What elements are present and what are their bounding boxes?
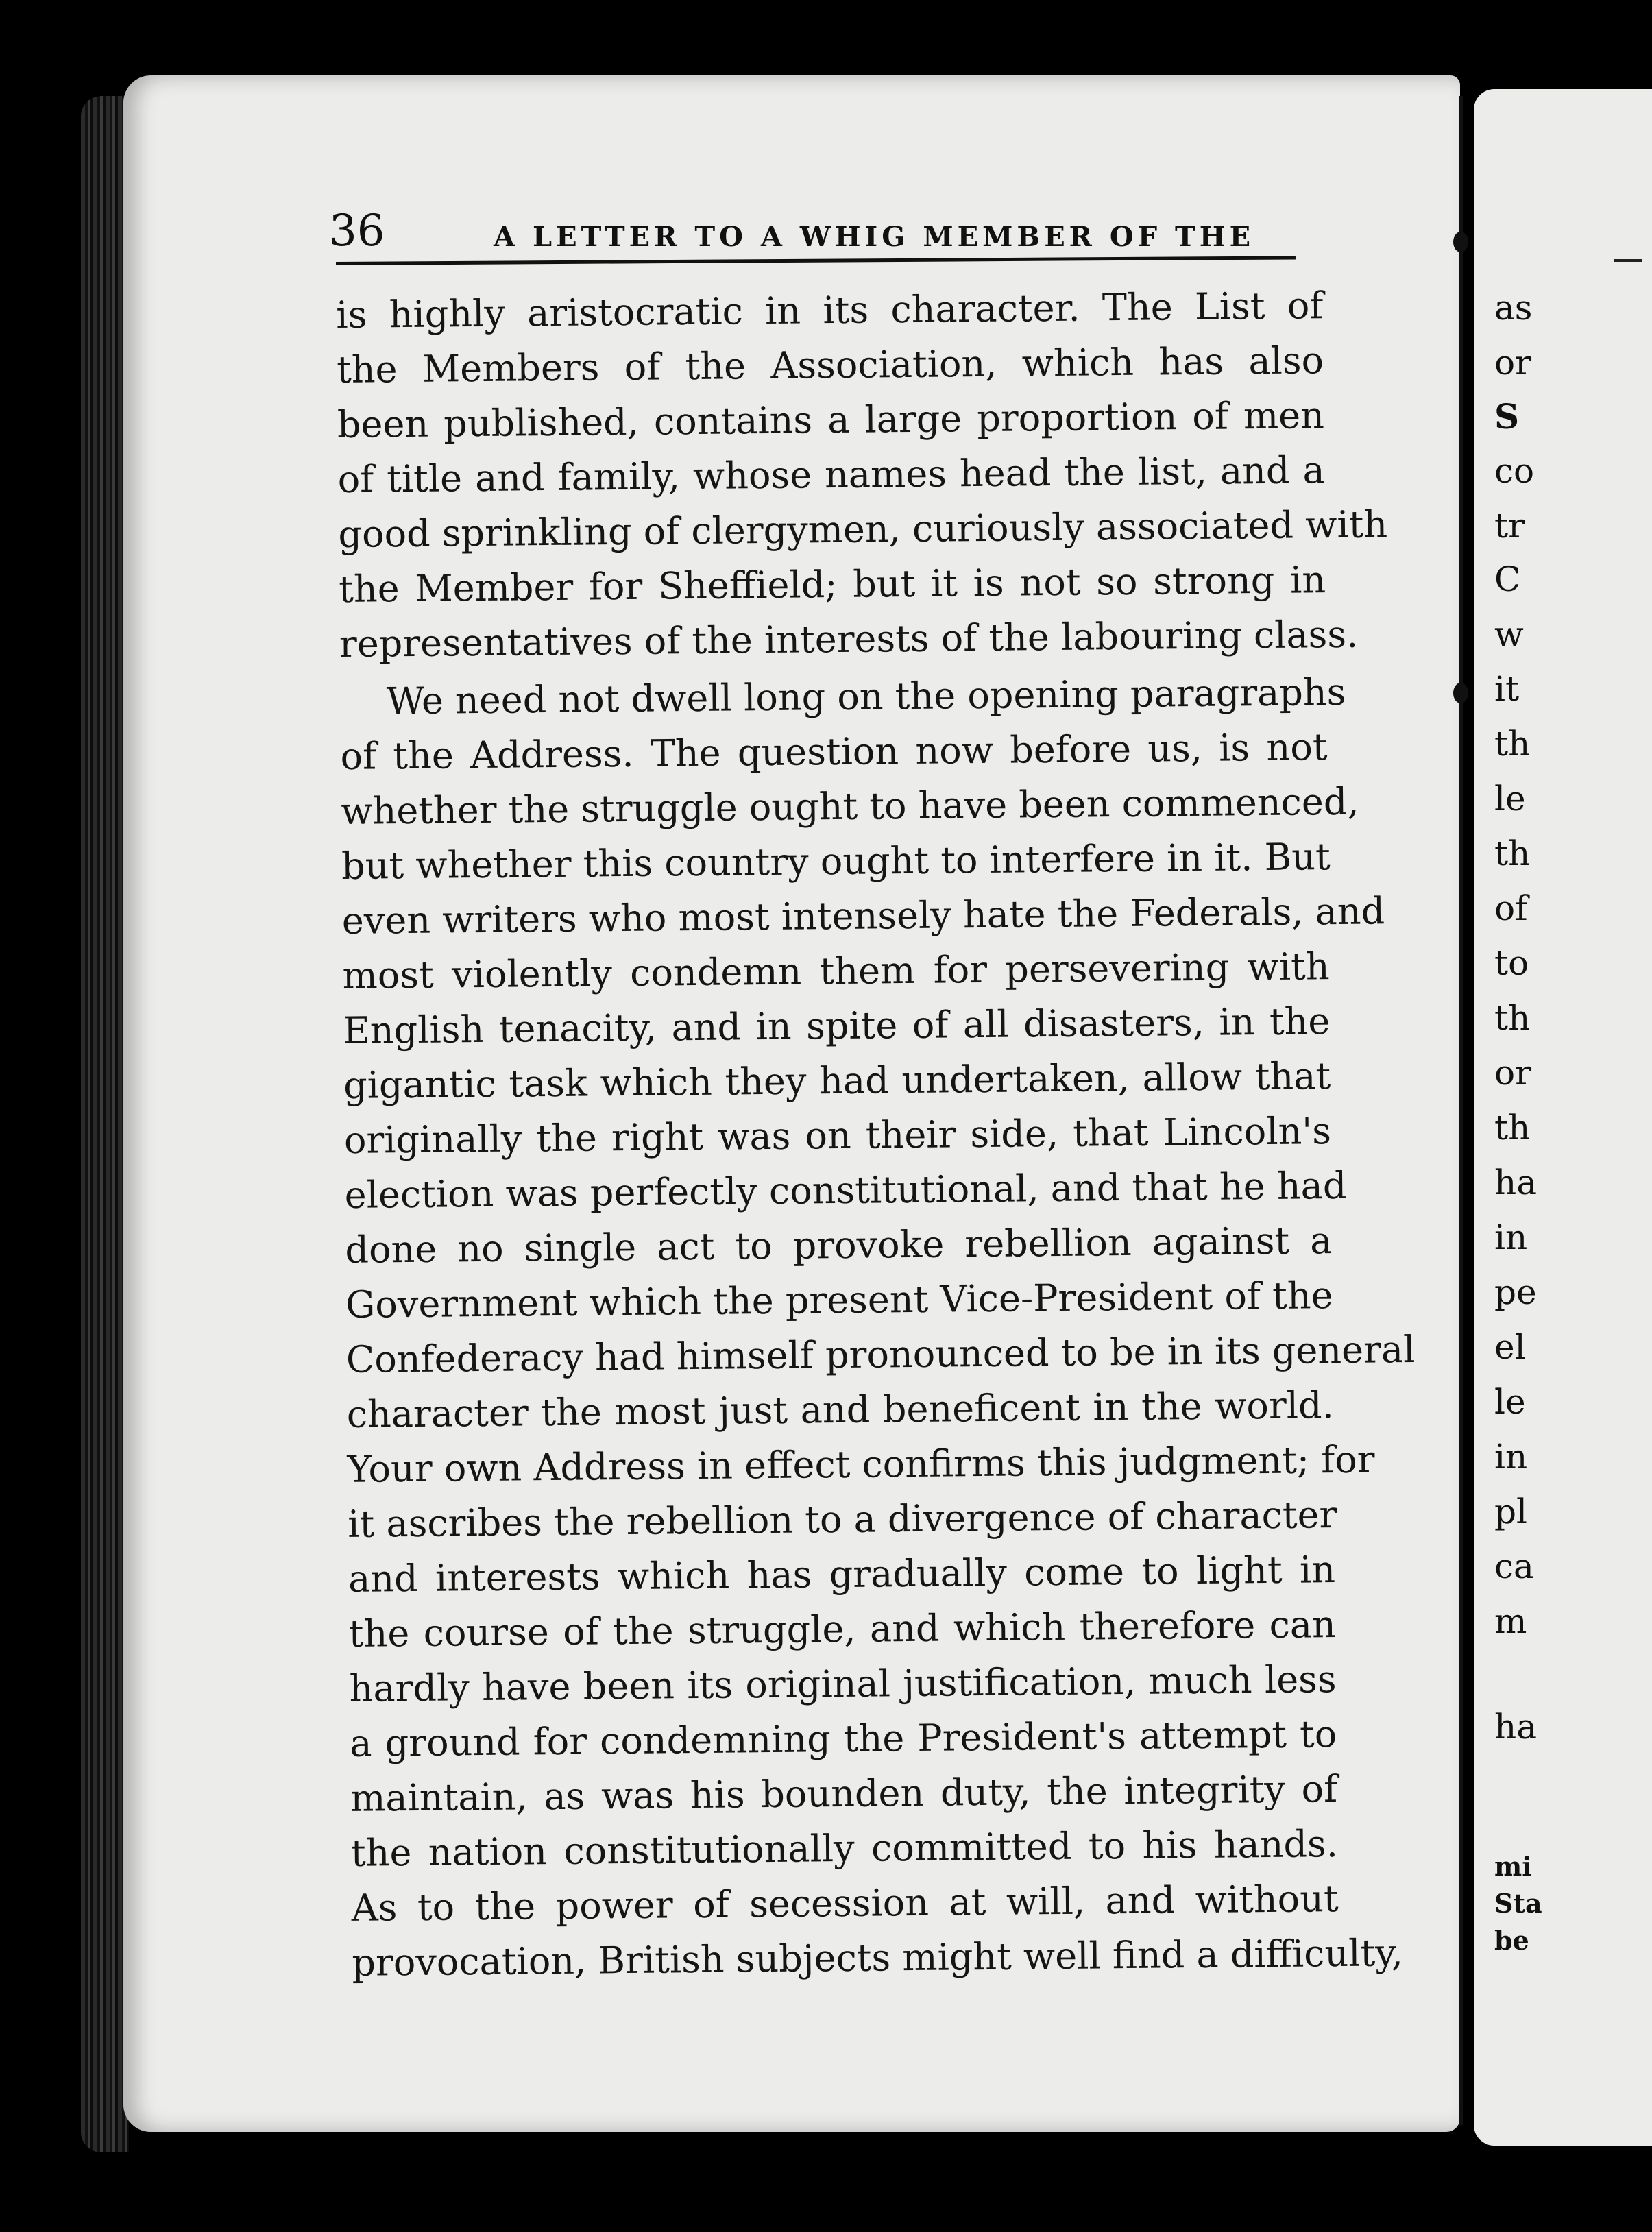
text-line: As to the power of secession at will, and without (351, 1877, 1339, 1930)
facing-footnote-fragment: mi (1494, 1851, 1532, 1882)
text-line: even writers who most intensely hate the Federals, and (341, 889, 1385, 943)
text-line: and interests which has gradually come to light in (348, 1548, 1336, 1601)
facing-text-fragment: as (1494, 288, 1533, 328)
facing-footnote-fragment: be (1494, 1925, 1529, 1956)
book-spine-edges (81, 96, 129, 2152)
facing-text-fragment: el (1494, 1327, 1526, 1367)
text-line: character the most just and beneficent in the world. (346, 1383, 1335, 1436)
text-line: whether the struggle ought to have been commenced, (341, 779, 1359, 833)
facing-footnote-fragment: Sta (1494, 1888, 1542, 1919)
facing-text-fragment: S (1494, 396, 1520, 437)
facing-text-fragment: th (1494, 834, 1531, 873)
text-line: Government which the present Vice-President of the (345, 1274, 1333, 1326)
text-line: election was perfectly constitutional, and that he had (344, 1163, 1347, 1217)
facing-text-fragment: le (1494, 779, 1526, 818)
facing-text-fragment: to (1494, 943, 1529, 983)
facing-text-fragment: of (1494, 888, 1528, 928)
gutter-line (1459, 96, 1463, 2125)
facing-text-fragment: th (1494, 1108, 1531, 1148)
facing-page-rule (1614, 259, 1642, 262)
gutter-mark (1453, 683, 1468, 703)
facing-text-fragment: th (1494, 998, 1531, 1038)
text-line: done no single act to provoke rebellion against a (345, 1219, 1333, 1272)
text-line: provocation, British subjects might well find a difficulty, (352, 1931, 1404, 1985)
facing-text-fragment: C (1494, 559, 1521, 599)
facing-text-fragment: ha (1494, 1163, 1538, 1202)
text-line: but whether this country ought to interfere in it. But (341, 835, 1331, 888)
text-line: the Member for Sheffield; but it is not so strong in (338, 558, 1326, 611)
text-line: good sprinkling of clergymen, curiously associated with (338, 502, 1388, 556)
facing-text-fragment: tr (1494, 506, 1525, 546)
text-line: gigantic task which they had undertaken, allow that (343, 1054, 1331, 1107)
text-line: a ground for condemning the President's attempt to (350, 1712, 1337, 1765)
text-line: Your own Address in effect confirms this judgment; for (347, 1438, 1375, 1491)
text-line: representatives of the interests of the labouring class. (339, 612, 1359, 666)
text-line: it ascribes the rebellion to a divergence of character (348, 1493, 1337, 1546)
text-line: is highly aristocratic in its character. The List of (336, 284, 1324, 337)
facing-text-fragment: le (1494, 1382, 1526, 1422)
text-line: originally the right was on their side, that Lincoln's (343, 1109, 1332, 1162)
facing-text-fragment: it (1494, 669, 1520, 709)
facing-text-fragment: in (1494, 1437, 1528, 1477)
text-line: of the Address. The question now before us, is not (340, 725, 1328, 778)
facing-text-fragment: in (1494, 1217, 1528, 1257)
facing-text-fragment: or (1494, 343, 1532, 383)
facing-text-fragment: ha (1494, 1707, 1538, 1747)
gutter-mark (1453, 232, 1468, 252)
facing-text-fragment: co (1494, 451, 1535, 491)
text-line: the nation constitutionally committed to his hands. (350, 1822, 1339, 1875)
text-line: the Members of the Association, which has also (336, 339, 1324, 391)
text-line: most violently condemn them for persevering with (342, 945, 1330, 997)
facing-text-fragment: pl (1494, 1492, 1527, 1531)
text-line: hardly have been its original justification, much less (349, 1658, 1337, 1710)
text-line: We need not dwell long on the opening paragraphs (386, 670, 1346, 723)
facing-text-fragment: ca (1494, 1546, 1534, 1586)
facing-text-fragment: pe (1494, 1272, 1537, 1312)
facing-text-fragment: th (1494, 724, 1531, 764)
text-line: maintain, as was his bounden duty, the integrity of (350, 1767, 1338, 1820)
running-head: A LETTER TO A WHIG MEMBER OF THE (494, 221, 1255, 253)
body-text (336, 278, 1416, 1991)
text-line: been published, contains a large proportion of men (337, 393, 1325, 446)
page-number: 36 (329, 206, 385, 256)
text-line: of title and family, whose names head the list, and a (337, 448, 1325, 501)
facing-text-fragment: m (1494, 1601, 1527, 1641)
facing-text-fragment: w (1494, 614, 1524, 654)
facing-text-fragment: or (1494, 1053, 1532, 1093)
text-line: Confederacy had himself pronounced to be in its general (345, 1327, 1416, 1381)
text-line: the course of the struggle, and which therefore can (348, 1603, 1337, 1655)
text-line: English tenacity, and in spite of all disasters, in the (343, 999, 1331, 1052)
